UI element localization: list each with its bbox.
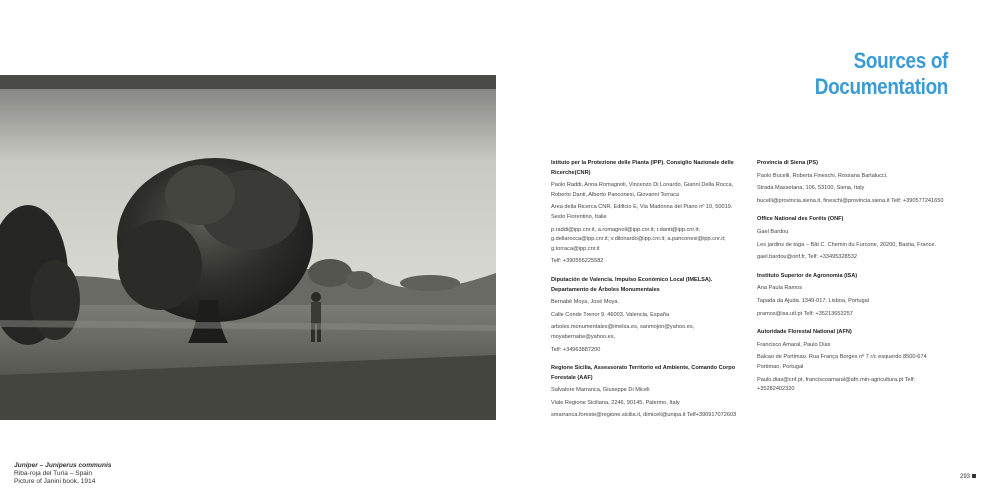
- source-contacts: Salvatore Marranca, Giuseppe Di Miceli: [551, 387, 650, 394]
- source-contacts: Paolo Raddi, Anna Romagnoli, Vincenzo Di Lonardo, Gianni Della Rocca, Roberto Danti, Alberto Panconesi, Giovanni Torraca: [551, 182, 734, 198]
- page-title: Sources of Documentation: [814, 48, 948, 99]
- source-address: Calle Conde Trenor 9. 46003. Valencia, España: [551, 311, 670, 318]
- square-marker-icon: [972, 474, 976, 478]
- photo-juniper-tree: [0, 75, 496, 420]
- source-entry: [551, 276, 743, 355]
- source-entry: [757, 328, 947, 395]
- source-org: Autoridade Florestal National (AFN): [757, 329, 852, 336]
- source-address: Tapada da Ajuda. 1349-017. Lisboa, Portugal: [757, 297, 869, 304]
- caption-source: Picture of Janini book, 1914: [14, 478, 96, 486]
- caption-title: [14, 462, 111, 470]
- source-contacts: Ana Paula Ramos: [757, 285, 803, 292]
- source-emails: pramos@isa.utl.pt Telf: +35213653257: [757, 310, 853, 317]
- source-contacts: Bernabé Moya, José Moya.: [551, 299, 620, 306]
- source-entry: [551, 364, 743, 421]
- source-contacts: Paolo Bucelli, Roberta Fineschi, Rossana Bartalucci.: [757, 172, 888, 179]
- photo-caption: [14, 462, 111, 487]
- source-emails: smarranca.foreste@regione.sicilia.it, dimiceli@unipa.it Telf+390917072603: [551, 412, 737, 419]
- source-entry: [551, 159, 743, 267]
- source-emails: gael.bardou@onf.fr, Telf: +33495328532: [757, 254, 857, 261]
- source-emails: p.raddi@ipp.cnr.it, a.romagnoli@ipp.cnr.it; r.danti@ipp.cnr.it; g.dellarocca@ipp.cnr.it; v.dilonardo@ipp.cnr.it; a.panconesi@ipp.cnr.it; g.torraca@ipp.cnr.it: [551, 226, 726, 252]
- source-address: Balcao de Portimao. Rua França Borges nº 7 r/c esquerdo 8500-674 Portimao, Portugal: [757, 354, 927, 370]
- source-address: Area della Ricerca CNR, Edificio E, Via Madonna del Piano nº 10, 50019. Sesto Fiorentino, Italie: [551, 204, 733, 220]
- source-entry: [757, 272, 947, 319]
- source-emails: Paulo.dias@cnf.pt, franciscoamaral@afn.min-agricultura.pt Telf: +35282402320: [757, 376, 916, 393]
- source-emails: bucelli@provincia.siena.it, fineschi@provincia.siena.it Telf: +390577241650: [757, 197, 944, 204]
- photo-juniper-tree-icon: [0, 75, 496, 420]
- source-org: Provincia di Siena (PS): [757, 160, 818, 166]
- source-contacts: Francisco Amaral, Paulo Dias: [757, 341, 831, 348]
- source-org: Regione Sicilia, Assessorato Territorio ed Ambiente, Comando Corpo Forestale (AAF): [551, 365, 736, 381]
- source-phone: Telf: +390555225582: [551, 258, 604, 265]
- sources-column-left: [551, 159, 743, 430]
- sources-column-right: [757, 159, 947, 404]
- source-phone: Telf: +34963887200: [551, 346, 601, 353]
- source-contacts: Gael Bardou: [757, 228, 789, 235]
- page-number-text: 293: [959, 474, 970, 480]
- caption-location: Riba-roja del Turia – Spain: [14, 470, 93, 478]
- caption-species: Juniperus communis: [45, 462, 112, 469]
- source-org: Office National des Forêts (ONF): [757, 216, 844, 223]
- source-org: Instituto Superior de Agronomia (ISA): [757, 272, 858, 279]
- source-emails: arboles.monumentales@imelsa.es, sanmojon@yahoo.es, moyabernabe@yahoo.es,: [551, 324, 695, 340]
- source-org: Istituto per la Protezione delle Pianta (IPP). Consiglio Nazionale delle Ricerche(CNR): [551, 160, 734, 176]
- caption-title-prefix: Juniper –: [14, 462, 46, 469]
- source-address: Les jardins de toga – Bât C. Chemin du Furcone, 20200, Bastia, France.: [757, 241, 937, 248]
- page-number: [930, 474, 976, 480]
- source-entry: [757, 215, 947, 262]
- source-org: Diputación de Valencia. Impulso Económico Local (IMELSA). Departamento de Árboles Monumentales: [551, 276, 713, 293]
- source-address: Viale Regione Siciliana, 2246, 90145, Palermo, Italy: [551, 399, 680, 406]
- source-address: Strada Massetana, 106, 53100, Siena, Italy: [757, 185, 865, 192]
- source-entry: [757, 159, 947, 206]
